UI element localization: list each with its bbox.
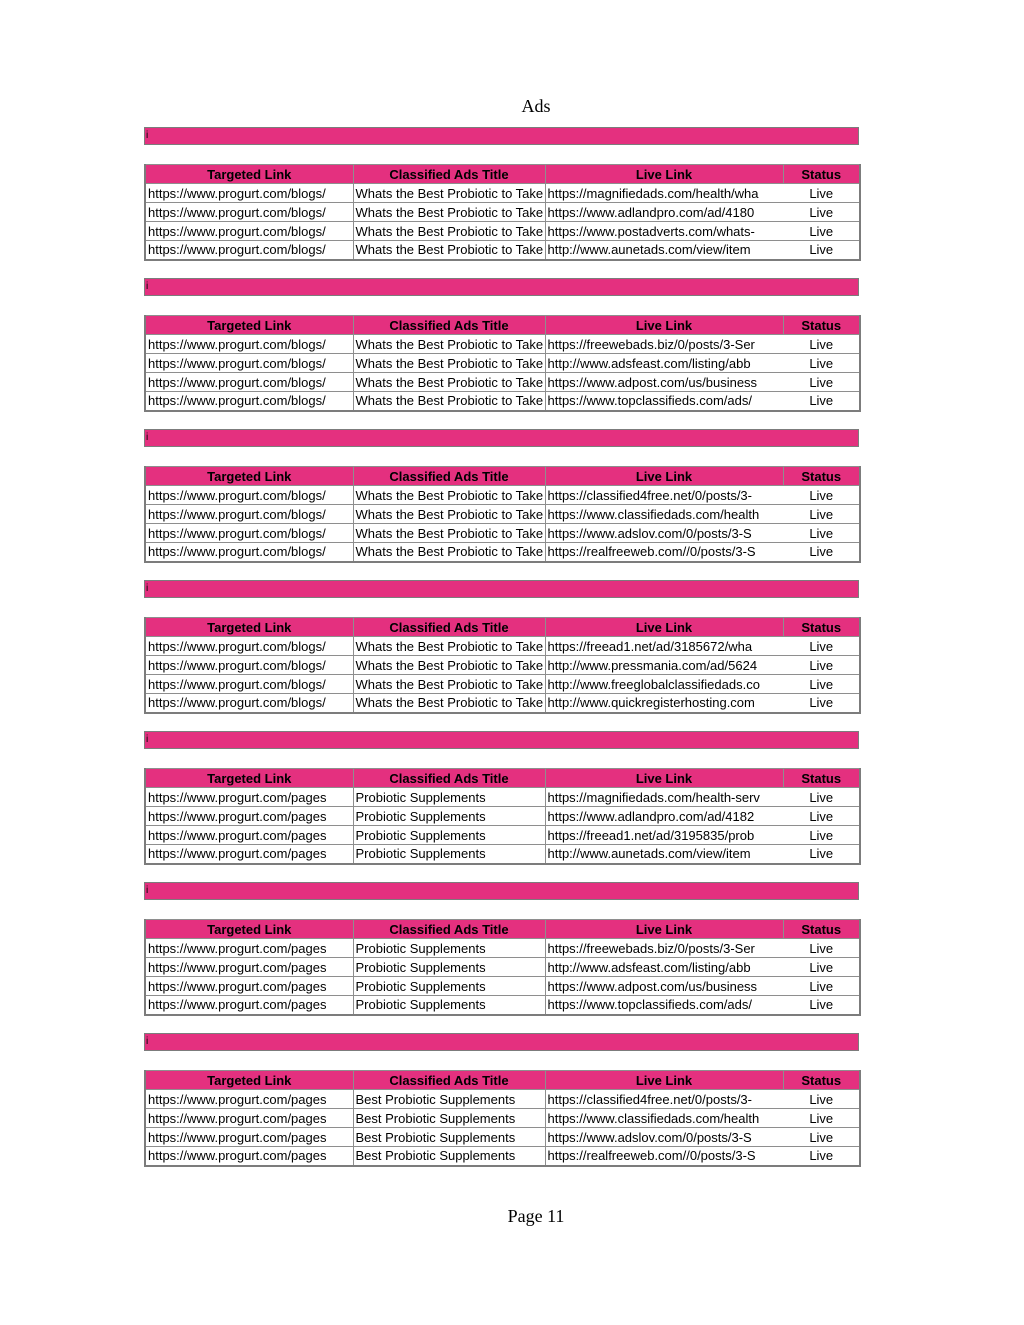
col-classified-title: Classified Ads Title	[353, 467, 545, 486]
section-banner	[144, 429, 859, 447]
status-cell: Live	[783, 543, 860, 562]
status-cell: Live	[783, 788, 860, 807]
targeted-link-cell: https://www.progurt.com/pages	[145, 996, 353, 1015]
table-row	[145, 939, 860, 958]
targeted-link-cell: https://www.progurt.com/pages	[145, 977, 353, 996]
targeted-link-cell: https://www.progurt.com/blogs/	[145, 184, 353, 203]
col-classified-title: Classified Ads Title	[353, 165, 545, 184]
ad-title-cell: Whats the Best Probiotic to Take	[353, 656, 545, 675]
table-row	[145, 675, 860, 694]
ad-title-cell: Probiotic Supplements	[353, 977, 545, 996]
live-link-cell: https://magnifiedads.com/health-serv	[545, 788, 783, 807]
ad-title-cell: Whats the Best Probiotic to Take	[353, 203, 545, 222]
targeted-link-cell: https://www.progurt.com/blogs/	[145, 203, 353, 222]
section-banner	[144, 278, 859, 296]
live-link-cell: https://www.topclassifieds.com/ads/	[545, 996, 783, 1015]
col-targeted-link: Targeted Link	[145, 467, 353, 486]
table-row	[145, 826, 860, 845]
ads-section	[144, 278, 859, 409]
ad-title-cell: Whats the Best Probiotic to Take	[353, 184, 545, 203]
table-header-row	[145, 467, 860, 486]
ad-title-cell: Probiotic Supplements	[353, 788, 545, 807]
ad-title-cell: Best Probiotic Supplements	[353, 1128, 545, 1147]
live-link-cell: https://freead1.net/ad/3195835/prob	[545, 826, 783, 845]
col-targeted-link: Targeted Link	[145, 316, 353, 335]
ad-title-cell: Whats the Best Probiotic to Take	[353, 694, 545, 713]
targeted-link-cell: https://www.progurt.com/blogs/	[145, 637, 353, 656]
ad-title-cell: Whats the Best Probiotic to Take	[353, 354, 545, 373]
targeted-link-cell: https://www.progurt.com/blogs/	[145, 354, 353, 373]
col-live-link: Live Link	[545, 618, 783, 637]
ad-title-cell: Best Probiotic Supplements	[353, 1109, 545, 1128]
status-cell: Live	[783, 354, 860, 373]
col-live-link: Live Link	[545, 467, 783, 486]
status-cell: Live	[783, 656, 860, 675]
targeted-link-cell: https://www.progurt.com/blogs/	[145, 524, 353, 543]
status-cell: Live	[783, 826, 860, 845]
col-targeted-link: Targeted Link	[145, 1071, 353, 1090]
live-link-cell: https://www.adslov.com/0/posts/3-S	[545, 524, 783, 543]
table-row	[145, 184, 860, 203]
status-cell: Live	[783, 203, 860, 222]
live-link-cell: https://freewebads.biz/0/posts/3-Ser	[545, 939, 783, 958]
col-status: Status	[783, 467, 860, 486]
ads-section	[144, 882, 859, 1013]
col-classified-title: Classified Ads Title	[353, 618, 545, 637]
live-link-cell: http://www.adsfeast.com/listing/abb	[545, 354, 783, 373]
targeted-link-cell: https://www.progurt.com/blogs/	[145, 392, 353, 411]
col-status: Status	[783, 1071, 860, 1090]
live-link-cell: https://classified4free.net/0/posts/3-	[545, 486, 783, 505]
targeted-link-cell: https://www.progurt.com/pages	[145, 1090, 353, 1109]
targeted-link-cell: https://www.progurt.com/blogs/	[145, 675, 353, 694]
status-cell: Live	[783, 241, 860, 260]
live-link-cell: https://freead1.net/ad/3185672/wha	[545, 637, 783, 656]
col-status: Status	[783, 165, 860, 184]
live-link-cell: http://www.aunetads.com/view/item	[545, 845, 783, 864]
ads-table	[144, 164, 861, 261]
table-row	[145, 845, 860, 864]
ad-title-cell: Whats the Best Probiotic to Take	[353, 524, 545, 543]
ad-title-cell: Whats the Best Probiotic to Take	[353, 222, 545, 241]
status-cell: Live	[783, 222, 860, 241]
col-live-link: Live Link	[545, 165, 783, 184]
ads-table	[144, 1070, 861, 1167]
status-cell: Live	[783, 373, 860, 392]
banner-marker: i	[146, 432, 149, 443]
table-row	[145, 1090, 860, 1109]
live-link-cell: https://www.adpost.com/us/business	[545, 977, 783, 996]
table-row	[145, 996, 860, 1015]
table-row	[145, 543, 860, 562]
ads-table	[144, 466, 861, 563]
ad-title-cell: Probiotic Supplements	[353, 826, 545, 845]
status-cell: Live	[783, 524, 860, 543]
targeted-link-cell: https://www.progurt.com/pages	[145, 1109, 353, 1128]
targeted-link-cell: https://www.progurt.com/pages	[145, 1147, 353, 1166]
live-link-cell: http://www.adsfeast.com/listing/abb	[545, 958, 783, 977]
live-link-cell: https://www.classifiedads.com/health	[545, 1109, 783, 1128]
table-row	[145, 392, 860, 411]
col-live-link: Live Link	[545, 920, 783, 939]
status-cell: Live	[783, 845, 860, 864]
ad-title-cell: Probiotic Supplements	[353, 958, 545, 977]
table-row	[145, 656, 860, 675]
targeted-link-cell: https://www.progurt.com/pages	[145, 1128, 353, 1147]
table-row	[145, 354, 860, 373]
table-row	[145, 788, 860, 807]
live-link-cell: https://freewebads.biz/0/posts/3-Ser	[545, 335, 783, 354]
col-live-link: Live Link	[545, 316, 783, 335]
table-row	[145, 694, 860, 713]
ads-table	[144, 617, 861, 714]
ad-title-cell: Best Probiotic Supplements	[353, 1147, 545, 1166]
targeted-link-cell: https://www.progurt.com/blogs/	[145, 222, 353, 241]
ads-section	[144, 731, 859, 862]
table-row	[145, 1109, 860, 1128]
table-row	[145, 637, 860, 656]
live-link-cell: https://classified4free.net/0/posts/3-	[545, 1090, 783, 1109]
status-cell: Live	[783, 184, 860, 203]
banner-marker: i	[146, 130, 149, 141]
col-classified-title: Classified Ads Title	[353, 769, 545, 788]
table-header-row	[145, 1071, 860, 1090]
targeted-link-cell: https://www.progurt.com/pages	[145, 845, 353, 864]
status-cell: Live	[783, 996, 860, 1015]
section-banner	[144, 580, 859, 598]
live-link-cell: https://realfreeweb.com//0/posts/3-S	[545, 1147, 783, 1166]
table-row	[145, 241, 860, 260]
ad-title-cell: Whats the Best Probiotic to Take	[353, 373, 545, 392]
live-link-cell: https://realfreeweb.com//0/posts/3-S	[545, 543, 783, 562]
live-link-cell: https://magnifiedads.com/health/wha	[545, 184, 783, 203]
targeted-link-cell: https://www.progurt.com/blogs/	[145, 335, 353, 354]
page-number: Page 11	[507, 1206, 565, 1226]
live-link-cell: http://www.aunetads.com/view/item	[545, 241, 783, 260]
targeted-link-cell: https://www.progurt.com/pages	[145, 939, 353, 958]
status-cell: Live	[783, 335, 860, 354]
table-header-row	[145, 920, 860, 939]
banner-marker: i	[146, 281, 149, 292]
table-header-row	[145, 165, 860, 184]
banner-marker: i	[146, 1036, 149, 1047]
table-row	[145, 977, 860, 996]
ads-table	[144, 315, 861, 412]
status-cell: Live	[783, 392, 860, 411]
table-row	[145, 1128, 860, 1147]
targeted-link-cell: https://www.progurt.com/blogs/	[145, 241, 353, 260]
ads-section	[144, 429, 859, 560]
table-row	[145, 486, 860, 505]
targeted-link-cell: https://www.progurt.com/pages	[145, 788, 353, 807]
ad-title-cell: Whats the Best Probiotic to Take	[353, 241, 545, 260]
page-header-title: Ads	[521, 96, 551, 116]
table-row	[145, 958, 860, 977]
col-targeted-link: Targeted Link	[145, 920, 353, 939]
live-link-cell: https://www.adslov.com/0/posts/3-S	[545, 1128, 783, 1147]
ads-section	[144, 1033, 859, 1164]
targeted-link-cell: https://www.progurt.com/pages	[145, 958, 353, 977]
ad-title-cell: Whats the Best Probiotic to Take	[353, 486, 545, 505]
status-cell: Live	[783, 807, 860, 826]
banner-marker: i	[146, 583, 149, 594]
status-cell: Live	[783, 1147, 860, 1166]
col-live-link: Live Link	[545, 1071, 783, 1090]
table-row	[145, 373, 860, 392]
ads-section	[144, 580, 859, 711]
live-link-cell: http://www.freeglobalclassifiedads.co	[545, 675, 783, 694]
live-link-cell: https://www.adpost.com/us/business	[545, 373, 783, 392]
targeted-link-cell: https://www.progurt.com/blogs/	[145, 656, 353, 675]
targeted-link-cell: https://www.progurt.com/blogs/	[145, 505, 353, 524]
status-cell: Live	[783, 958, 860, 977]
live-link-cell: https://www.adlandpro.com/ad/4180	[545, 203, 783, 222]
live-link-cell: http://www.quickregisterhosting.com	[545, 694, 783, 713]
col-targeted-link: Targeted Link	[145, 769, 353, 788]
targeted-link-cell: https://www.progurt.com/blogs/	[145, 373, 353, 392]
table-row	[145, 1147, 860, 1166]
targeted-link-cell: https://www.progurt.com/pages	[145, 826, 353, 845]
table-row	[145, 335, 860, 354]
status-cell: Live	[783, 977, 860, 996]
section-banner	[144, 127, 859, 145]
table-row	[145, 807, 860, 826]
col-classified-title: Classified Ads Title	[353, 920, 545, 939]
col-targeted-link: Targeted Link	[145, 618, 353, 637]
ad-title-cell: Best Probiotic Supplements	[353, 1090, 545, 1109]
ad-title-cell: Probiotic Supplements	[353, 845, 545, 864]
section-banner	[144, 882, 859, 900]
live-link-cell: https://www.postadverts.com/whats-	[545, 222, 783, 241]
status-cell: Live	[783, 1128, 860, 1147]
targeted-link-cell: https://www.progurt.com/blogs/	[145, 694, 353, 713]
banner-marker: i	[146, 734, 149, 745]
ad-title-cell: Probiotic Supplements	[353, 996, 545, 1015]
live-link-cell: http://www.pressmania.com/ad/5624	[545, 656, 783, 675]
col-live-link: Live Link	[545, 769, 783, 788]
table-row	[145, 505, 860, 524]
live-link-cell: https://www.adlandpro.com/ad/4182	[545, 807, 783, 826]
banner-marker: i	[146, 885, 149, 896]
table-header-row	[145, 618, 860, 637]
ad-title-cell: Whats the Best Probiotic to Take	[353, 543, 545, 562]
table-header-row	[145, 316, 860, 335]
ads-section	[144, 127, 859, 258]
col-status: Status	[783, 920, 860, 939]
col-status: Status	[783, 618, 860, 637]
live-link-cell: https://www.classifiedads.com/health	[545, 505, 783, 524]
targeted-link-cell: https://www.progurt.com/pages	[145, 807, 353, 826]
status-cell: Live	[783, 486, 860, 505]
table-header-row	[145, 769, 860, 788]
status-cell: Live	[783, 675, 860, 694]
ad-title-cell: Whats the Best Probiotic to Take	[353, 335, 545, 354]
ad-title-cell: Probiotic Supplements	[353, 807, 545, 826]
section-banner	[144, 1033, 859, 1051]
ad-title-cell: Whats the Best Probiotic to Take	[353, 505, 545, 524]
col-targeted-link: Targeted Link	[145, 165, 353, 184]
status-cell: Live	[783, 1109, 860, 1128]
ad-title-cell: Whats the Best Probiotic to Take	[353, 675, 545, 694]
ads-table	[144, 768, 861, 865]
status-cell: Live	[783, 939, 860, 958]
status-cell: Live	[783, 637, 860, 656]
live-link-cell: https://www.topclassifieds.com/ads/	[545, 392, 783, 411]
targeted-link-cell: https://www.progurt.com/blogs/	[145, 543, 353, 562]
col-classified-title: Classified Ads Title	[353, 316, 545, 335]
ad-title-cell: Whats the Best Probiotic to Take	[353, 637, 545, 656]
ad-title-cell: Probiotic Supplements	[353, 939, 545, 958]
status-cell: Live	[783, 1090, 860, 1109]
table-row	[145, 203, 860, 222]
targeted-link-cell: https://www.progurt.com/blogs/	[145, 486, 353, 505]
status-cell: Live	[783, 505, 860, 524]
col-status: Status	[783, 769, 860, 788]
status-cell: Live	[783, 694, 860, 713]
col-status: Status	[783, 316, 860, 335]
ads-table	[144, 919, 861, 1016]
table-row	[145, 524, 860, 543]
col-classified-title: Classified Ads Title	[353, 1071, 545, 1090]
ad-title-cell: Whats the Best Probiotic to Take	[353, 392, 545, 411]
table-row	[145, 222, 860, 241]
section-banner	[144, 731, 859, 749]
